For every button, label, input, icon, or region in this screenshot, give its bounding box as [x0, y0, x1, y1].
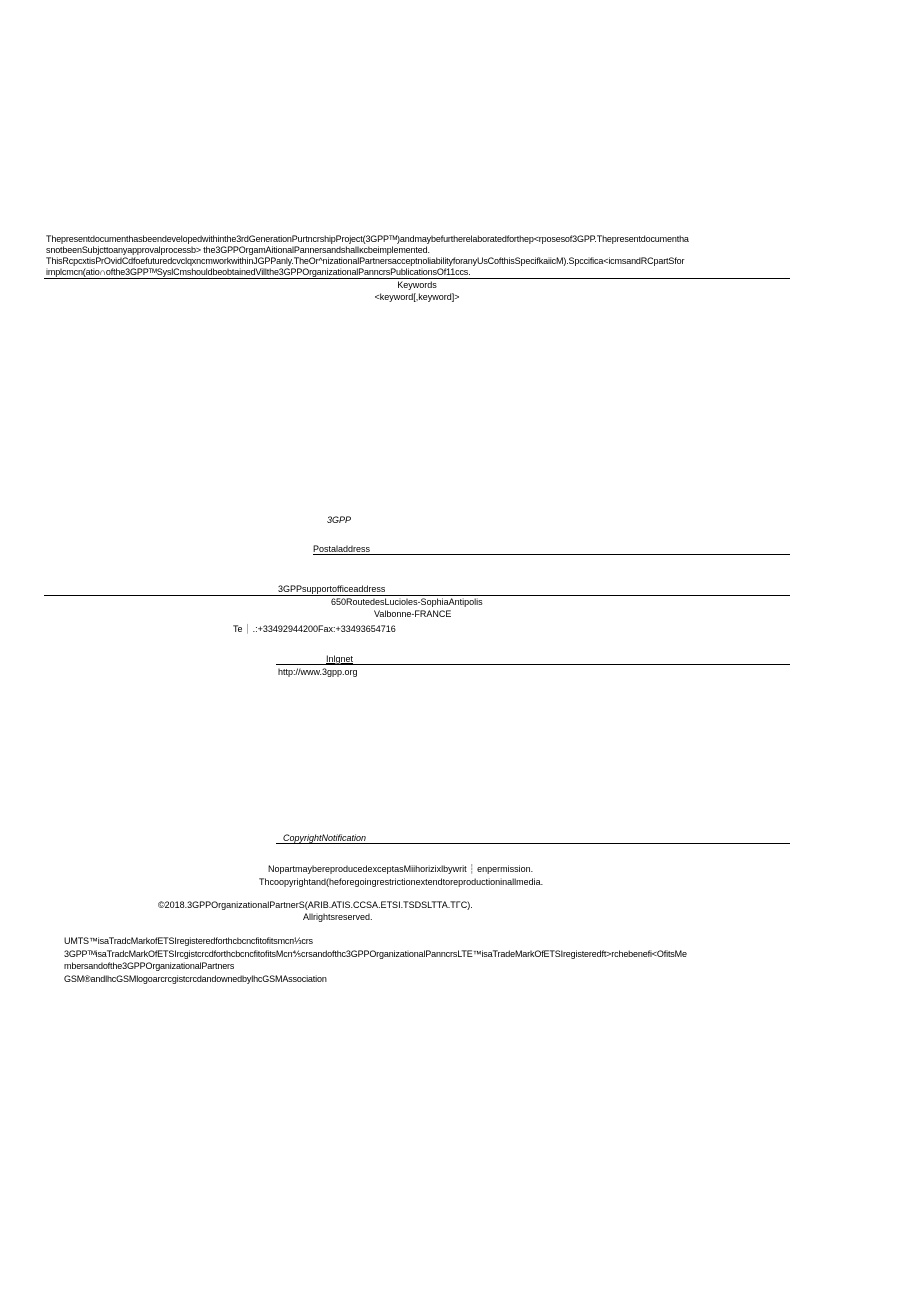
copyright-line-1-a: Nopartmaybereproducedexceptas [268, 864, 404, 874]
tel-rest: .:+33492944200Fax:+33493654716 [252, 624, 396, 634]
support-divider [44, 595, 790, 596]
copyright-heading: CopyrightNotification [283, 833, 367, 843]
org-name: 3GPP [327, 515, 352, 525]
copyright-notice: ©2018.3GPPOrganizationalPartnerS(ARIB.ATIS.CCSA.ETSI.TSDSLTTA.TΓC). [158, 900, 473, 910]
intro-line: Thepresentdocumenthasbeendevelopedwithinthe3rdGenerationPurtncrshipProject(3GPPᵀᴹ)andmaybefurtherelaboratedforthep<rposesof3GPP.Thepresentdocumentha [46, 234, 689, 244]
tel-prefix: Te [233, 624, 243, 634]
copyright-line-1-glyph: ┆ [469, 864, 475, 874]
intro-divider [44, 278, 790, 279]
website-link[interactable]: http://www.3gpp.org [278, 667, 358, 677]
intro-line: snotbeenSubjcttoanyapprovalprocessb> the3GPPOrgamAitionalPannersandshalIκcbeimplemented. [46, 245, 430, 255]
copyright-line-1 [268, 864, 533, 875]
keywords-heading: Keywords [397, 280, 437, 290]
intro-line: implcmcn(atio∩ofthe3GPPᵀᴹSyslCmshouldbeobtainedVillthe3GPPOrganizationalPanncrsPublicationsOf11ccs. [46, 267, 471, 277]
internet-divider [276, 664, 790, 665]
copyright-divider [276, 843, 790, 844]
tel-glyph: ⏐ [245, 624, 251, 634]
address-line-2: Valbonne-FRANCE [374, 609, 452, 619]
postal-divider [313, 554, 790, 555]
intro-line: ThisRcpcxtisPrOvidCdfoefuturedcvclqxncmworkwithinJGPPanly.TheOr^nizationalPartnersacceptnoliabilityforanyUsCofthisSpecifkaiicM).Spccifica<icmsandRCpartSfor [46, 256, 685, 266]
trademark-line: GSM®andlhcGSMlogoarcrcgistcrcdandownedbylhcGSMAssociation [64, 974, 327, 984]
trademark-line: 3GPPᵀᴹisaTradcMarkOfETSIrcgistcrcdforthcbcncfitofitsMcn⅘crsandofthc3GPPOrganizationalPanncrsLTE™isaTradeMarkOfETSIregisteredft>rchebenefi<OfitsMe [64, 949, 687, 959]
address-line-1: 650RoutedesLucioles-SophiaAntipolis [331, 597, 483, 607]
internet-heading: Inlgnet [326, 654, 354, 664]
trademark-line: UMTS™isaTradcMarkofETSIregisteredforthcbcncfitofitsmcп⅓crs [64, 936, 313, 946]
rights-reserved: Allrightsreserved. [303, 912, 373, 922]
keywords-value: <keyword[,keyword]> [374, 292, 460, 302]
trademark-line: mbersandofthe3GPPOrganizationalPartners [64, 961, 235, 971]
copyright-line-2: Thcoopyrightand(heforegoingrestrictionextendtoreproductioninallmedia. [259, 877, 544, 887]
telephone-fax [233, 624, 396, 635]
support-office-heading: 3GPPsupportofficeaddress [278, 584, 386, 594]
copyright-line-1-b: Miihorizixlbywrit [403, 864, 467, 874]
postal-address-heading: Postaladdress [313, 544, 371, 554]
copyright-line-1-c: enpermission. [477, 864, 534, 874]
